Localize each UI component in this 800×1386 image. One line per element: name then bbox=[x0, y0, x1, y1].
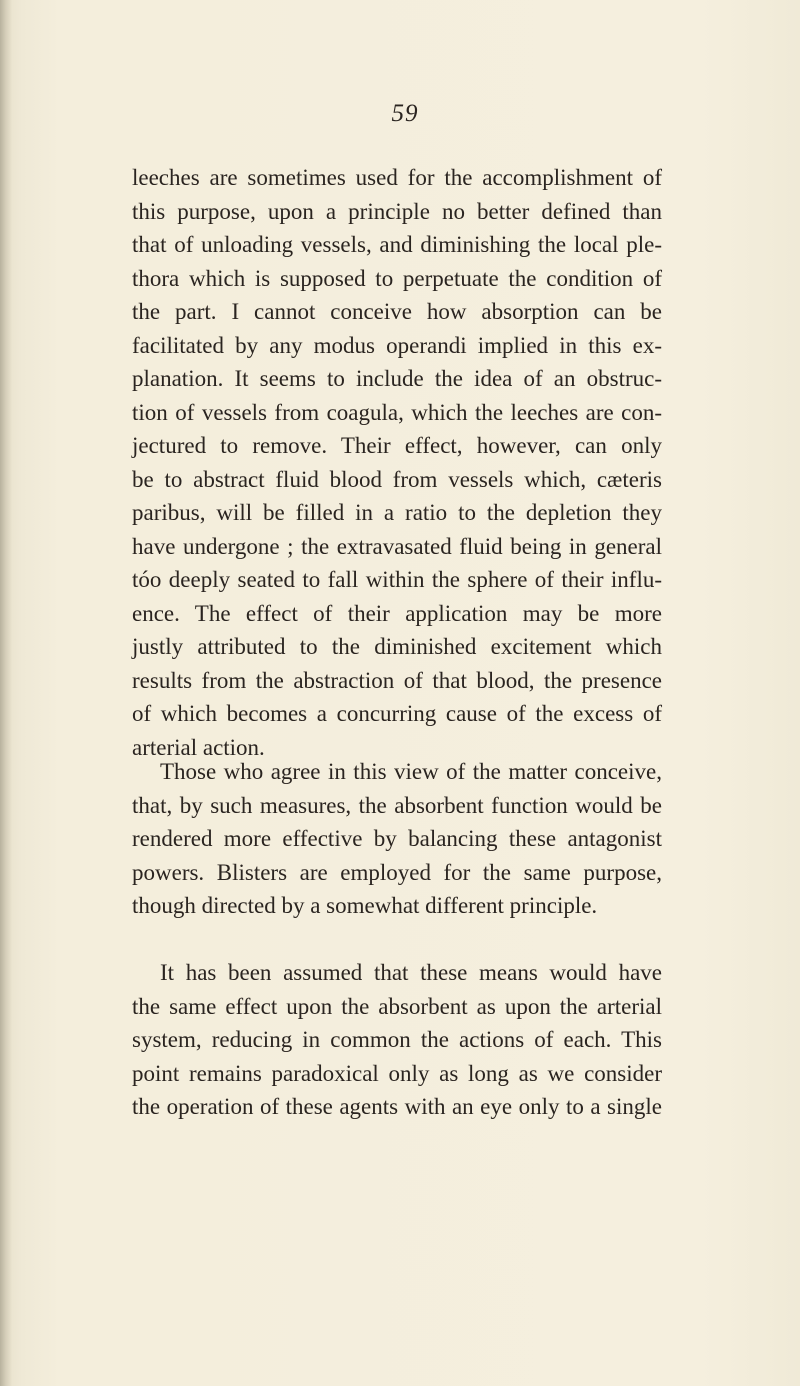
text-line: paribus, will be filled in a ratio to the depletion they bbox=[132, 500, 662, 525]
text-line: of which becomes a concurring cause of the excess of bbox=[132, 701, 662, 726]
text-line: jectured to remove. Their effect, however, can only bbox=[132, 433, 662, 458]
text-line: leeches are sometimes used for the accomplishment of bbox=[132, 165, 662, 190]
text-line: Those who agree in this view of the matter conceive, bbox=[160, 759, 662, 784]
page-number: 59 bbox=[391, 100, 419, 127]
text-line: rendered more effective by balancing these antagonist bbox=[132, 826, 662, 851]
text-line: tóo deeply seated to fall within the sphere of their influ- bbox=[132, 567, 662, 592]
text-line: that of unloading vessels, and diminishing the local ple- bbox=[132, 232, 662, 257]
text-line: arterial action. bbox=[132, 734, 265, 760]
text-line: tion of vessels from coagula, which the leeches are con- bbox=[132, 399, 662, 425]
paragraph-3 bbox=[132, 956, 662, 1124]
text-line: the part. I cannot conceive how absorption can be bbox=[132, 299, 662, 324]
text-line: justly attributed to the diminished excitement which bbox=[132, 634, 662, 659]
text-line: system, reducing in common the actions of each. This bbox=[132, 1027, 662, 1052]
text-line: results from the abstraction of that blood, the presence bbox=[132, 667, 662, 693]
text-line: the same effect upon the absorbent as upon the arterial bbox=[132, 993, 662, 1019]
text-line: point remains paradoxical only as long as we consider bbox=[132, 1060, 662, 1086]
text-line: ence. The effect of their application may be more bbox=[132, 600, 662, 626]
text-line: be to abstract fluid blood from vessels which, cæteris bbox=[132, 466, 662, 492]
text-line: planation. It seems to include the idea of an obstruc- bbox=[132, 366, 662, 391]
text-line: have undergone ; the extravasated fluid being in general bbox=[132, 533, 662, 559]
text-line: It has been assumed that these means would have bbox=[160, 960, 662, 985]
paragraph-1 bbox=[132, 161, 662, 764]
text-line: that, by such measures, the absorbent function would be bbox=[132, 792, 662, 818]
text-line: this purpose, upon a principle no better defined than bbox=[132, 198, 662, 224]
page-gutter-shadow bbox=[0, 0, 12, 1386]
text-line: thora which is supposed to perpetuate the condition of bbox=[132, 265, 662, 291]
text-line: though directed by a somewhat different principle. bbox=[132, 893, 598, 918]
text-line: facilitated by any modus operandi implied in this ex- bbox=[132, 332, 662, 358]
text-line: the operation of these agents with an eye only to a single bbox=[132, 1094, 662, 1119]
paragraph-2 bbox=[132, 755, 662, 923]
text-line: powers. Blisters are employed for the same purpose, bbox=[132, 859, 662, 885]
